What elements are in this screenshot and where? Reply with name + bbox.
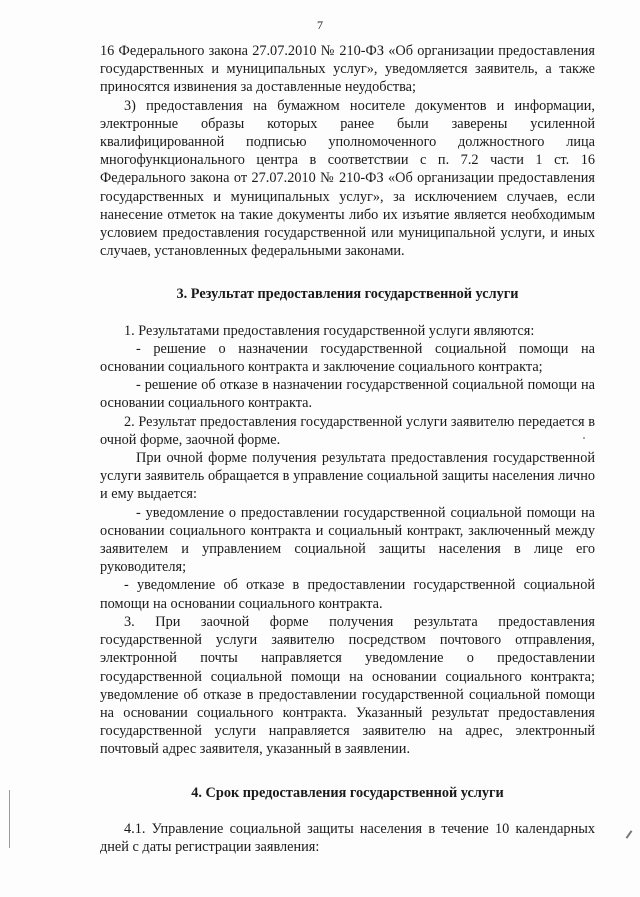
page-number: 7: [317, 18, 323, 32]
paragraph-remote: 3. При заочной форме получения результата предоставления государственной услуги заявителю посредством почтового отправления, электронной почты направляется уведомление о предоставлении государственной социальной помощи на основании социального контракта; уведомление об отказе в предоставлении государственной социальной помощи на основании социального контракта. Указанный результат предоставления государственной услуги направляется заявителю на адрес, электронный почтовый адрес заявителя, указанный в заявлении.: [100, 613, 595, 758]
paragraph-item-3: 3) предоставления на бумажном носителе документов и информации, электронные образы которых ранее были заверены усиленной квалифицированной подписью уполномоченного должностного лица многофункционального центра в соответствии с п. 7.2 части 1 ст. 16 Федерального закона от 27.07.2010 № 210-ФЗ «Об организации предоставления государственных и муниципальных услуг», за исключением случаев, если нанесение отметок на такие документы либо их изъятие является необходимым условием предоставления государственной или муниципальной услуги, и иных случаев, установленных федеральными законами.: [100, 97, 595, 260]
paragraph-notification-granted: - уведомление о предоставлении государственной социальной помощи на основании социального контракта и социальный контракт, заключенный между заявителем и управлением социальной защиты населения в лице его руководителя;: [100, 504, 595, 576]
scan-artifact-line: [9, 790, 10, 848]
paragraph-results-intro: 1. Результатами предоставления государственной услуги являются:: [124, 322, 535, 339]
paragraph-result-decision: - решение о назначении государственной социальной помощи на основании социального контракта и заключение социального контракта;: [100, 340, 595, 376]
scan-artifact-dot: [583, 437, 585, 439]
paragraph-in-person: При очной форме получения результата предоставления государственной услуги заявитель обращается в управление социальной защиты населения лично и ему выдается:: [100, 450, 595, 503]
paragraph-result-refusal: - решение об отказе в назначении государственной социальной помощи на основании социального контракта.: [100, 377, 595, 412]
paragraph-result-transfer: 2. Результат предоставления государственной услуги заявителю передается в очной форме, заочной форме.: [100, 413, 595, 448]
document-body: [100, 42, 595, 856]
paragraph-notification-refused: - уведомление об отказе в предоставлении государственной социальной помощи на основании социального контракта.: [100, 577, 595, 612]
scan-artifact-mark: [626, 830, 633, 839]
section-3-heading: 3. Результат предоставления государственной услуги: [176, 286, 519, 303]
section-4-heading: 4. Срок предоставления государственной услуги: [191, 784, 504, 801]
paragraph-term: 4.1. Управление социальной защиты населения в течение 10 календарных дней с даты регистрации заявления:: [100, 820, 595, 855]
paragraph-continuation: 16 Федерального закона 27.07.2010 № 210-ФЗ «Об организации предоставления государственных и муниципальных услуг», уведомляется заявитель, а также приносятся извинения за доставленные неудобства;: [100, 43, 595, 96]
